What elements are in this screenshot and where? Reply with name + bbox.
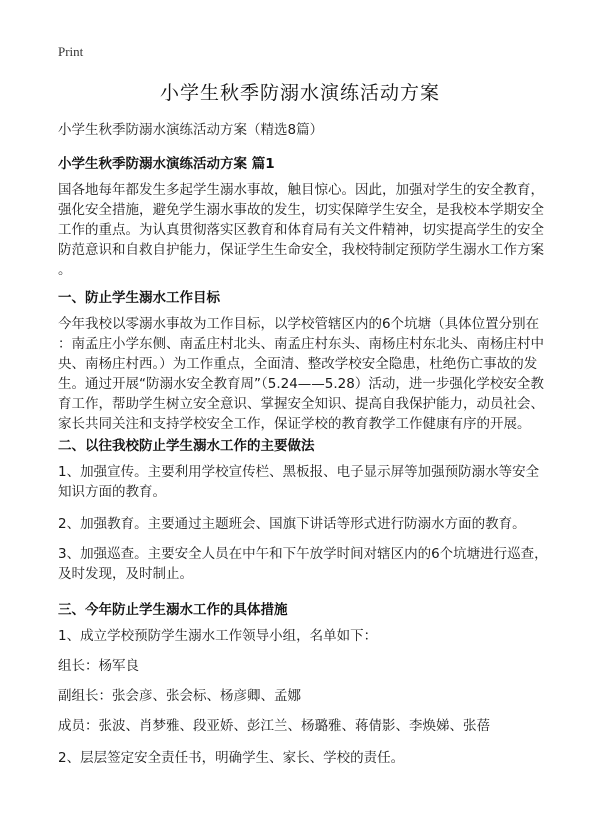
paragraph-line: ：南孟庄小学东侧、南孟庄村北头、南孟庄村东头、南杨庄村东北头、南杨庄村中 bbox=[58, 336, 544, 352]
section2-item3 bbox=[58, 544, 558, 584]
section1-heading: 一、防止学生溺水工作目标 bbox=[58, 290, 220, 306]
section2-item1 bbox=[58, 462, 558, 502]
paragraph-line: 强化安全措施，避免学生溺水事故的发生，切实保障学生安全，是我校本学期安全 bbox=[58, 202, 544, 218]
paragraph-line: 。 bbox=[58, 262, 72, 278]
paragraph-line: 2、加强教育。主要通过主题班会、国旗下讲话等形式进行防溺水方面的教育。 bbox=[58, 516, 526, 532]
chapter-heading: 小学生秋季防溺水演练活动方案 篇1 bbox=[58, 156, 275, 172]
section3-deputy bbox=[58, 686, 558, 706]
paragraph-line: 育工作，帮助学生树立安全意识、掌握安全知识、提高自我保护能力，动员社会、 bbox=[58, 396, 544, 412]
paragraph-line: 央、南杨庄村西。）为工作重点，全面清、整改学校安全隐患，杜绝伤亡事故的发 bbox=[58, 356, 538, 372]
section3-members bbox=[58, 716, 558, 736]
section3-item2 bbox=[58, 748, 558, 768]
paragraph-line: 1、加强宣传。主要利用学校宣传栏、黑板报、电子显示屏等加强预防溺水等安全 bbox=[58, 464, 540, 480]
section3-heading: 三、今年防止学生溺水工作的具体措施 bbox=[58, 602, 288, 618]
section2-item2 bbox=[58, 514, 558, 534]
paragraph-line: 防范意识和自救自护能力，保证学生生命安全，我校特制定预防学生溺水工作方案 bbox=[58, 242, 544, 258]
paragraph-line: 副组长：张会彦、张会标、杨彦卿、孟娜 bbox=[58, 688, 301, 704]
section3-item1 bbox=[58, 626, 558, 646]
paragraph-line: 生。通过开展“防溺水安全教育周”（5.24——5.28）活动，进一步强化学校安全教 bbox=[58, 376, 544, 392]
print-label[interactable]: Print bbox=[58, 44, 84, 59]
paragraph-line: 及时发现，及时制止。 bbox=[58, 566, 193, 582]
paragraph-line: 成员：张波、肖梦雅、段亚娇、彭江兰、杨璐雅、蒋倩影、李焕娣、张蓓 bbox=[58, 718, 490, 734]
paragraph-line: 今年我校以零溺水事故为工作目标，以学校管辖区内的6个坑塘（具体位置分别在 bbox=[58, 316, 540, 332]
page-title: 小学生秋季防溺水演练活动方案 bbox=[159, 82, 440, 104]
intro-paragraph bbox=[58, 180, 558, 280]
paragraph-line: 2、层层签定安全责任书，明确学生、家长、学校的责任。 bbox=[58, 750, 405, 766]
subtitle: 小学生秋季防溺水演练活动方案（精选8篇） bbox=[58, 122, 324, 138]
paragraph-line: 3、加强巡查。主要安全人员在中午和下午放学时间对辖区内的6个坑塘进行巡查， bbox=[58, 546, 548, 562]
section3-leader bbox=[58, 656, 558, 676]
paragraph-line: 工作的重点。为认真贯彻落实区教育和体育局有关文件精神，切实提高学生的安全 bbox=[58, 222, 544, 238]
section1-paragraph bbox=[58, 314, 558, 434]
paragraph-line: 知识方面的教育。 bbox=[58, 484, 166, 500]
section2-heading: 二、以往我校防止学生溺水工作的主要做法 bbox=[58, 438, 315, 454]
paragraph-line: 组长：杨军良 bbox=[58, 658, 139, 674]
paragraph-line: 家长共同关注和支持学校安全工作，保证学校的教育教学工作健康有序的开展。 bbox=[58, 416, 531, 432]
paragraph-line: 1、成立学校预防学生溺水工作领导小组，名单如下： bbox=[58, 628, 378, 644]
paragraph-line: 国各地每年都发生多起学生溺水事故，触目惊心。因此，加强对学生的安全教育， bbox=[58, 182, 544, 198]
